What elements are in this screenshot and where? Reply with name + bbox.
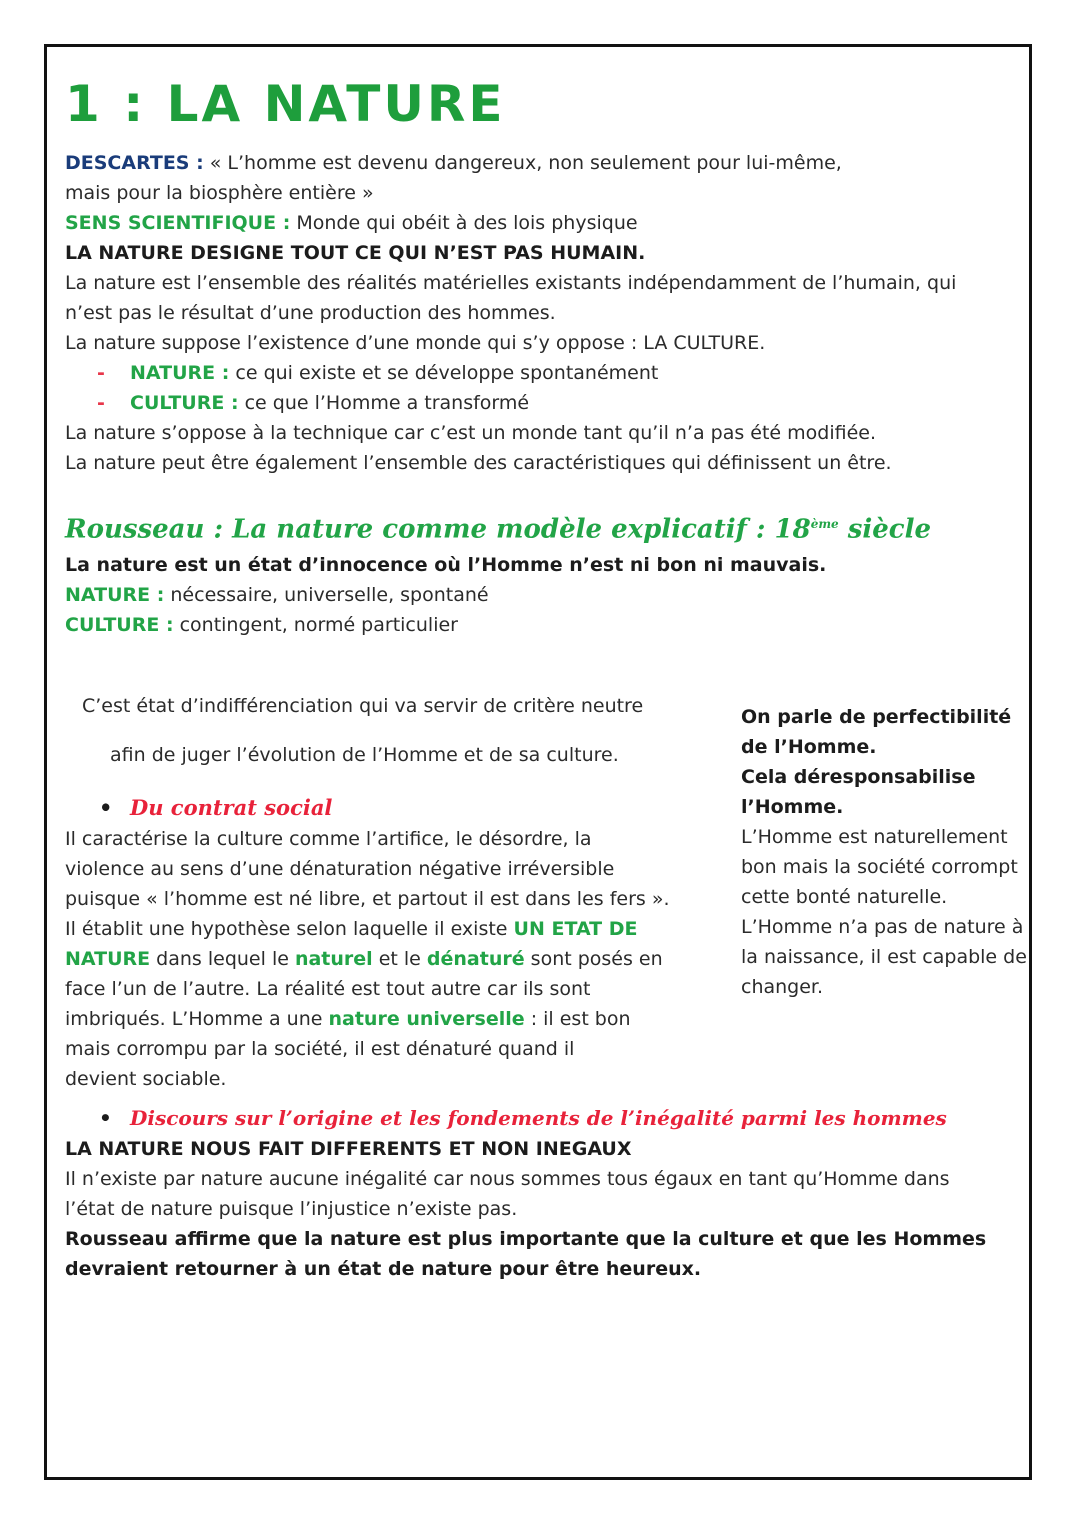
bullet: • [99,1105,112,1130]
text: : il est bon [524,1007,631,1030]
sens-line [65,208,1005,238]
two-column-section [65,672,1027,1090]
discours-bold-end-2: devraient retourner à un état de nature pour être heureux. [65,1257,702,1280]
culture-text: contingent, normé particulier [179,613,458,636]
rousseau-heading-sup: ème [810,517,839,531]
descartes-label: DESCARTES : [65,152,204,174]
sens-label: SENS SCIENTIFIQUE : [65,212,291,234]
rousseau-culture-line [65,610,1005,640]
sens-text: Monde qui obéit à des lois physique [296,212,638,234]
contrat-line-8: mais corrompu par la société, il est dénaturé quand il [65,1037,575,1060]
contrat-heading [65,792,725,824]
dash-marker: - [97,392,105,414]
left-column [65,672,725,1094]
dash-item-nature [65,358,1005,388]
side-note-text-2: L’Homme n’a pas de nature à la naissance, il est capable de changer. [741,915,1027,998]
center-line-2: afin de juger l’évolution de l’Homme et de sa culture. [110,743,619,766]
paragraph-1-line-1: La nature est l’ensemble des réalités matérielles existants indépendamment de l’humain, qui [65,272,957,294]
side-note-bold-2: Cela déresponsabilise l’Homme. [741,765,976,818]
dash-text: ce que l’Homme a transformé [244,392,530,414]
dash-text: ce qui existe et se développe spontanément [235,362,659,384]
contrat-line-1: Il caractérise la culture comme l’artifice, le désordre, la [65,827,592,850]
discours-heading [65,1102,1005,1134]
highlight-denature: dénaturé [426,947,525,970]
text: imbriqués. L’Homme a une [65,1007,329,1030]
highlight-etat: UN ETAT DE [513,917,638,940]
highlight-naturel: naturel [294,947,373,970]
paragraph-1-line-2: n’est pas le résultat d’une production des hommes. [65,302,556,324]
highlight-nature: NATURE [65,947,151,970]
dash-marker: - [97,362,105,384]
dash-label: CULTURE : [130,392,239,414]
contrat-line-4 [65,914,725,944]
dash-label: NATURE : [130,362,230,384]
dash-item-culture [65,388,1005,418]
contrat-line-5 [65,944,725,974]
contrat-heading-text: Du contrat social [130,794,333,820]
discours-line-1: Il n’existe par nature aucune inégalité car nous sommes tous égaux en tant qu’Homme dans [65,1167,950,1190]
contrat-line-6: face l’un de l’autre. La réalité est tout autre car ils sont [65,977,591,1000]
side-note-text-1: L’Homme est naturellement bon mais la société corrompt cette bonté naturelle. [741,825,1018,908]
descartes-quote: « L’homme est devenu dangereux, non seulement pour lui-même, [209,152,842,174]
paragraph-2: La nature suppose l’existence d’une monde qui s’y oppose : LA CULTURE. [65,332,766,354]
contrat-line-9: devient sociable. [65,1067,227,1090]
side-note [741,702,1031,1002]
discours-line-2: l’état de nature puisque l’injustice n’existe pas. [65,1197,518,1220]
nature-text: nécessaire, universelle, spontané [170,583,489,606]
contrat-line-3: puisque « l’homme est né libre, et partout il est dans les fers ». [65,887,670,910]
contrat-line-2: violence au sens d’une dénaturation négative irréversible [65,857,615,880]
text: sont posés en [524,947,663,970]
text: Il établit une hypothèse selon laquelle il existe [65,917,514,940]
highlight-nature-universelle: nature universelle [328,1007,525,1030]
text: dans lequel le [150,947,295,970]
rousseau-bold-line: La nature est un état d’innocence où l’Homme n’est ni bon ni mauvais. [65,553,827,576]
paragraph-4: La nature peut être également l’ensemble des caractéristiques qui définissent un être. [65,452,892,474]
center-line-1: C’est état d’indifférenciation qui va servir de critère neutre [82,694,644,717]
page-content [65,72,1027,1284]
paragraph-3: La nature s’oppose à la technique car c’est un monde tant qu’il n’a pas été modifiée. [65,422,877,444]
rousseau-heading-end: siècle [847,514,932,545]
side-note-bold-1: On parle de perfectibilité de l’Homme. [741,705,1012,758]
descartes-line [65,148,1005,178]
discours-bold-end-1: Rousseau affirme que la nature est plus importante que la culture et que les Hommes [65,1227,987,1250]
bullet: • [99,794,113,820]
nature-label: NATURE : [65,583,165,606]
culture-label: CULTURE : [65,613,174,636]
definition-line: LA NATURE DESIGNE TOUT CE QUI N’EST PAS HUMAIN. [65,242,646,264]
rousseau-heading-main: Rousseau : La nature comme modèle explicatif : 18 [65,514,811,545]
contrat-line-7 [65,1004,725,1034]
rousseau-nature-line [65,580,1005,610]
rousseau-heading [65,504,1005,550]
text: et le [372,947,427,970]
discours-heading-text: Discours sur l’origine et les fondements de l’inégalité parmi les hommes [130,1105,947,1130]
discours-bold-line: LA NATURE NOUS FAIT DIFFERENTS ET NON INEGAUX [65,1137,632,1160]
page-title: 1 : LA NATURE [65,75,506,133]
descartes-quote-cont: mais pour la biosphère entière » [65,182,374,204]
